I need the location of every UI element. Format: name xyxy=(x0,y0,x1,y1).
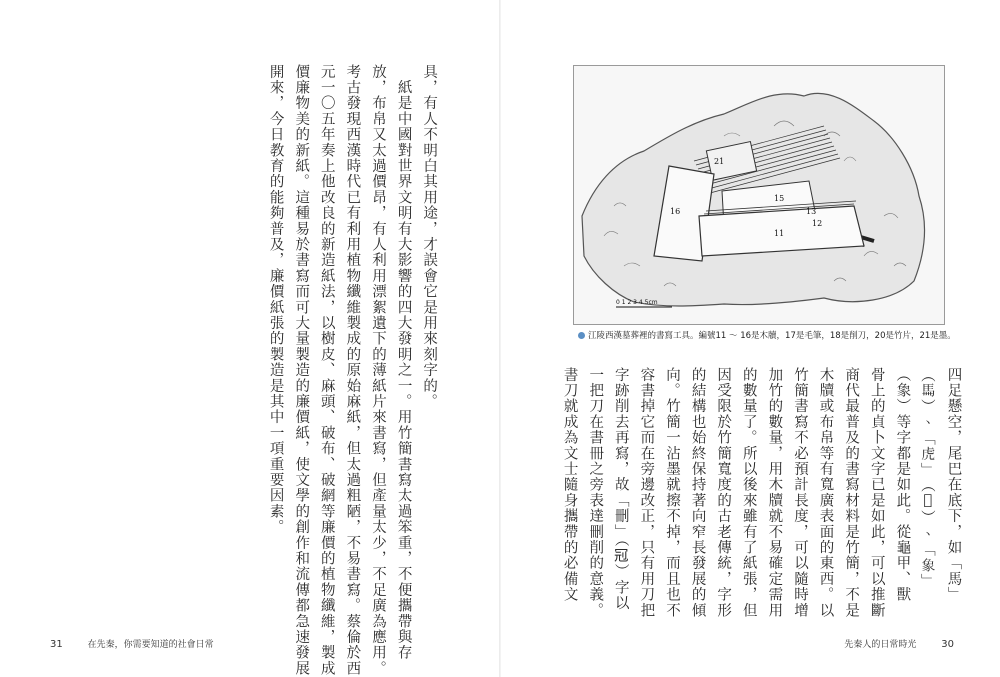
left-page-footer xyxy=(50,637,214,650)
right-para-line-2: （𩡧）、「虎」（𧆞）、「象」 xyxy=(919,367,936,589)
writing-tools-illustration xyxy=(573,65,945,325)
left-page-body-text xyxy=(262,64,441,677)
right-para-line-14: 字跡削去再寫，故「刪」（𠜍）字以 xyxy=(612,367,629,611)
right-para-line-6: 木牘或布帛等有寬廣表面的東西。以 xyxy=(817,367,834,619)
left-para-line-6: 價廉物美的新紙。這種易於書寫而可大量製造的廉價紙，使文學的創作和流傳都急速發展 xyxy=(293,64,310,677)
figure-caption xyxy=(578,329,956,341)
label-11: 11 xyxy=(774,229,785,238)
label-16: 16 xyxy=(670,207,681,216)
right-para-line-11: 的結構也始終保持著向窄長發展的傾 xyxy=(689,367,706,619)
right-para-line-5: 商代最普及的書寫材料是竹簡，不是 xyxy=(843,367,860,619)
illustration-drawing xyxy=(574,66,944,324)
right-para-line-4: 骨上的貞卜文字已是如此，可以推斷 xyxy=(868,367,885,619)
right-para-line-13: 容書掉它而在旁邊改正，只有用刀把 xyxy=(638,367,655,619)
left-page-number: 31 xyxy=(50,639,63,650)
left-running-title: 在先秦，你需要知道的社會日常 xyxy=(87,640,214,650)
right-page-number: 30 xyxy=(941,639,954,650)
right-running-title: 先秦人的日常時光 xyxy=(844,640,917,650)
label-15: 15 xyxy=(774,194,785,203)
left-para-line-1: 具，有人不明白其用途，才誤會它是用來刻字的。 xyxy=(421,64,438,410)
left-para-line-4: 考古發現西漢時代已有利用植物纖維製成的原始麻紙，但太過粗陋，不易書寫。蔡倫於西 xyxy=(344,64,361,677)
caption-bullet-icon xyxy=(578,332,585,339)
right-page-footer xyxy=(844,637,954,650)
left-para-line-7: 開來，今日教育的能夠普及，廉價紙張的製造是其中一項重要因素。 xyxy=(267,64,284,535)
right-para-line-3: （𧰼）等字都是如此。從龜甲、獸 xyxy=(894,367,911,603)
left-para-line-5: 元一〇五年奏上他改良的新造紙法，以樹皮、麻頭、破布、破網等廉價的植物纖維，製成 xyxy=(318,64,335,677)
right-page-body-text xyxy=(556,367,966,619)
right-para-line-16: 書刀就成為文士隨身攜帶的必備文 xyxy=(561,367,578,603)
page-gutter xyxy=(499,0,501,677)
left-para-line-2: 紙是中國對世界文明有大影響的四大發明之一。用竹簡書寫太過笨重，不便攜帶與存 xyxy=(395,64,412,661)
label-12: 12 xyxy=(812,219,823,228)
label-21: 21 xyxy=(714,157,725,166)
right-para-line-10: 因受限於竹簡寬度的古老傳統，字形 xyxy=(715,367,732,619)
right-para-line-1: 四足懸空，尾巴在底下，如「馬」 xyxy=(945,367,962,603)
right-para-line-15: 一把刀在書冊之旁表達刪削的意義。 xyxy=(587,367,604,619)
right-para-line-7: 竹簡書寫不必預計長度，可以隨時增 xyxy=(791,367,808,619)
label-13: 13 xyxy=(806,207,817,216)
caption-text: 江陵西漢墓葬裡的書寫工具。編號11 ～ 16是木牘，17是毛筆，18是削刀，20是竹片，21是墨。 xyxy=(588,331,956,341)
right-para-line-9: 的數量了。所以後來雖有了紙張，但 xyxy=(740,367,757,619)
left-para-line-3: 放，布帛又太過價昂，有人利用漂絮遺下的薄紙片來書寫，但產量太少，不足廣為應用。 xyxy=(369,64,386,677)
right-para-line-8: 加竹的數量，用木牘就不易確定需用 xyxy=(766,367,783,619)
right-para-line-12: 向。竹簡一沾墨就擦不掉，而且也不 xyxy=(663,367,680,619)
scale-bar-label: 0 1 2 3 4 5cm xyxy=(616,299,658,306)
